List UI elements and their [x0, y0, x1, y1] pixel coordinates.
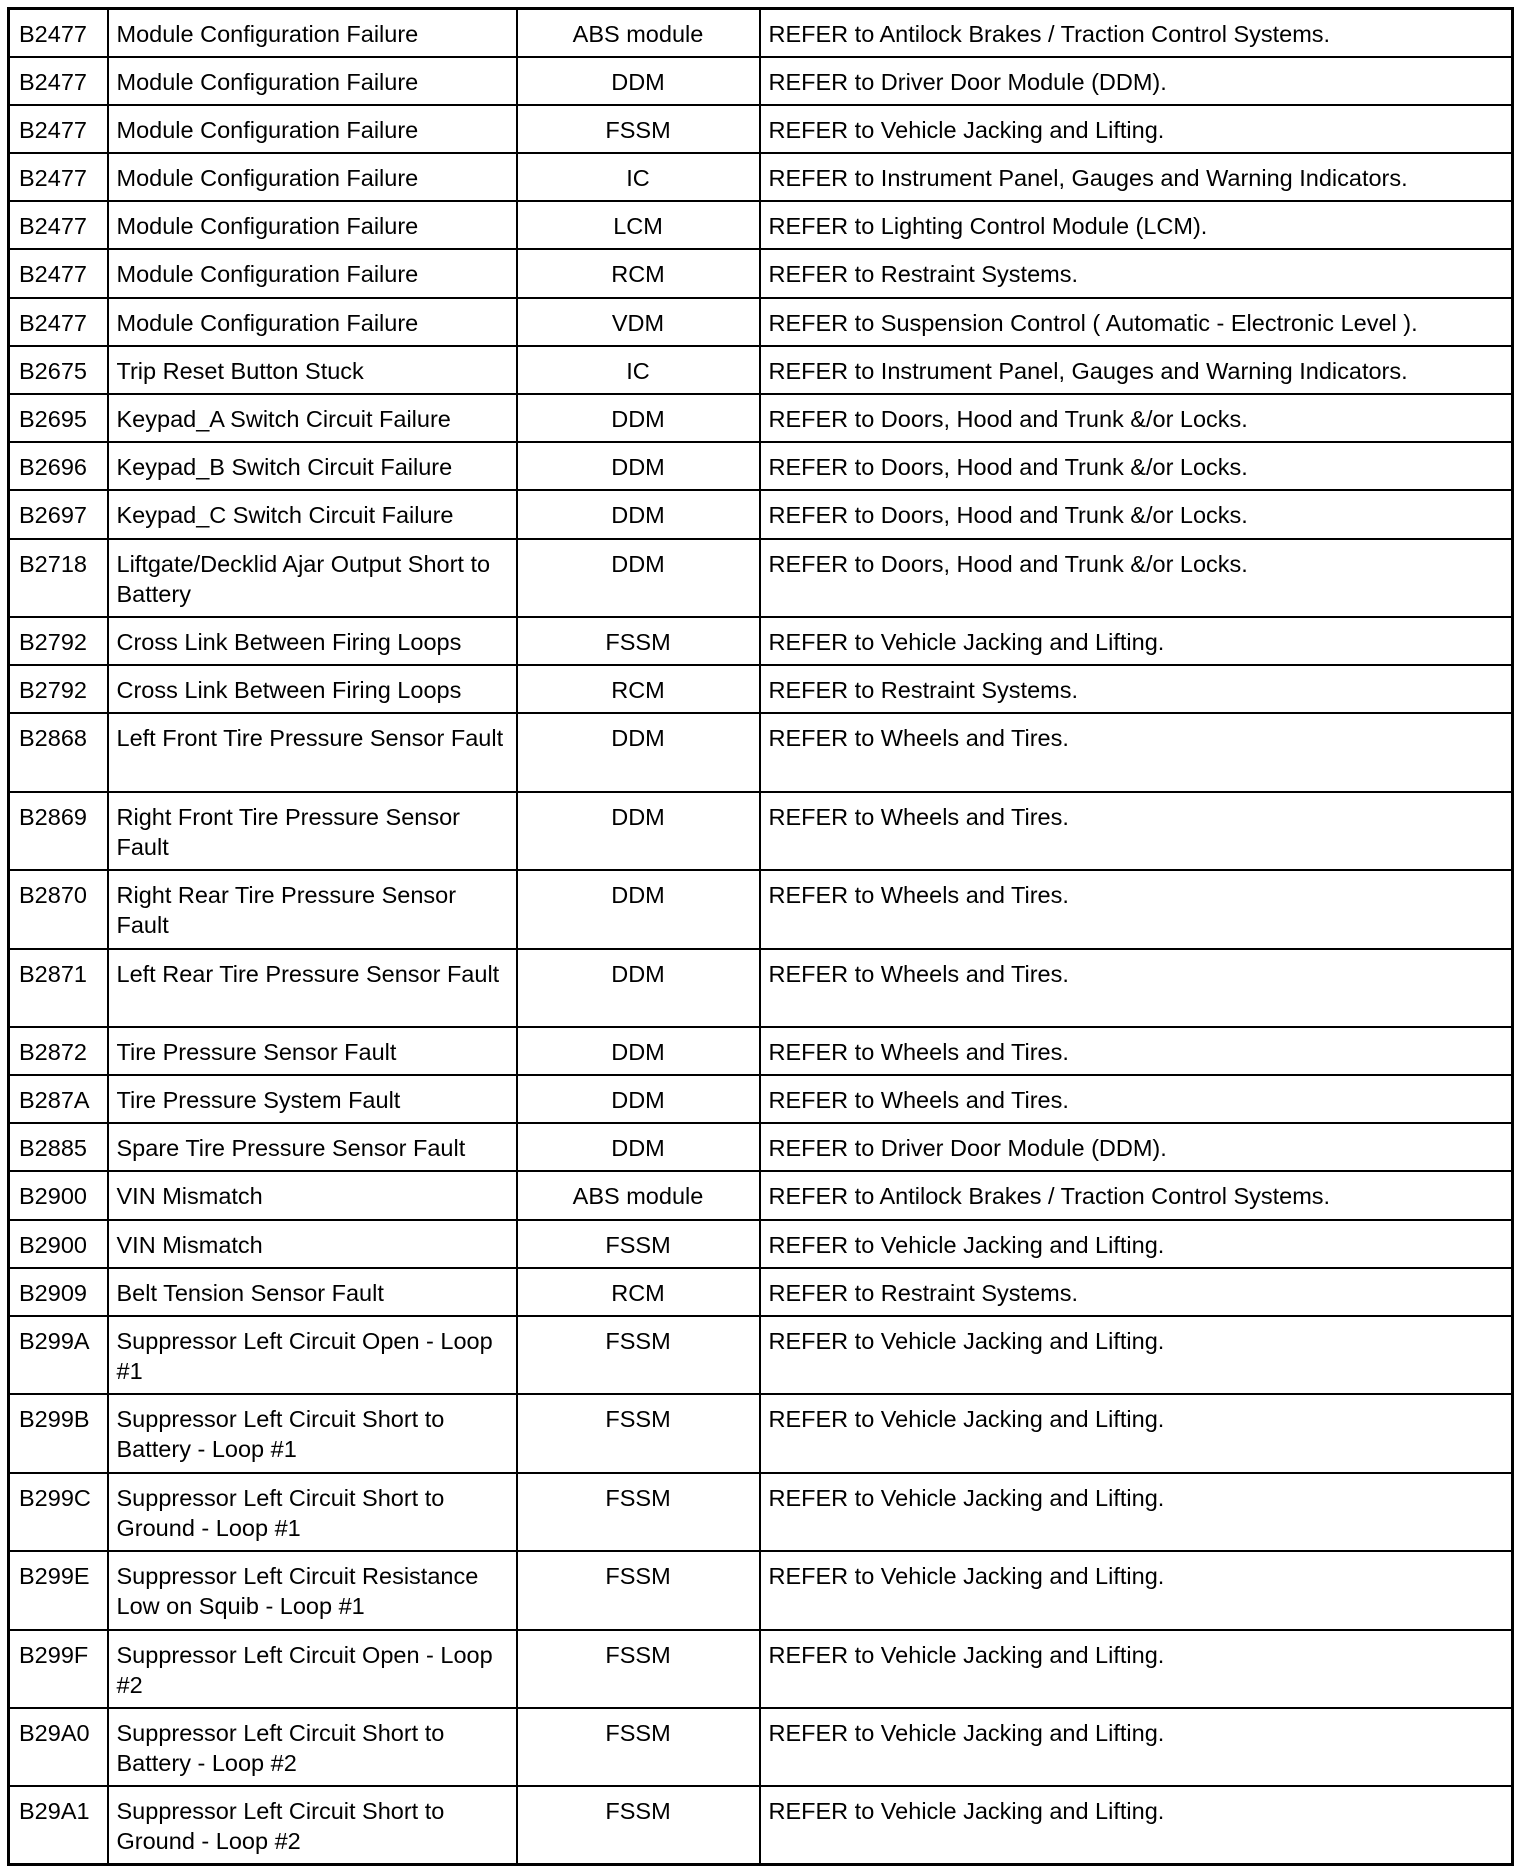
dtc-code: B2792 [9, 617, 108, 665]
dtc-code: B2900 [9, 1220, 108, 1268]
table-row [9, 1075, 1513, 1123]
action-text: REFER to Vehicle Jacking and Lifting. [760, 1708, 1513, 1786]
table-row [9, 1551, 1513, 1629]
dtc-code: B299A [9, 1316, 108, 1394]
module-name: DDM [517, 539, 760, 617]
action-text: REFER to Driver Door Module (DDM). [760, 57, 1513, 105]
action-text: REFER to Driver Door Module (DDM). [760, 1123, 1513, 1171]
dtc-code: B287A [9, 1075, 108, 1123]
module-name: FSSM [517, 1630, 760, 1708]
action-text: REFER to Wheels and Tires. [760, 792, 1513, 870]
table-row [9, 1123, 1513, 1171]
dtc-description: Module Configuration Failure [108, 105, 517, 153]
module-name: VDM [517, 298, 760, 346]
dtc-description: Cross Link Between Firing Loops [108, 617, 517, 665]
module-name: IC [517, 153, 760, 201]
module-name: RCM [517, 249, 760, 297]
action-text: REFER to Restraint Systems. [760, 1268, 1513, 1316]
module-name: FSSM [517, 1551, 760, 1629]
table-row [9, 665, 1513, 713]
table-row [9, 201, 1513, 249]
module-name: IC [517, 346, 760, 394]
dtc-description: Module Configuration Failure [108, 249, 517, 297]
dtc-description: Module Configuration Failure [108, 9, 517, 57]
dtc-code: B2477 [9, 298, 108, 346]
table-row [9, 1268, 1513, 1316]
dtc-description: Suppressor Left Circuit Short to Battery - Loop #2 [108, 1708, 517, 1786]
module-name: DDM [517, 870, 760, 948]
module-name: FSSM [517, 1786, 760, 1864]
action-text: REFER to Restraint Systems. [760, 249, 1513, 297]
action-text: REFER to Doors, Hood and Trunk &/or Locks. [760, 394, 1513, 442]
action-text: REFER to Wheels and Tires. [760, 1027, 1513, 1075]
dtc-description: Suppressor Left Circuit Short to Battery - Loop #1 [108, 1394, 517, 1472]
dtc-code: B299F [9, 1630, 108, 1708]
dtc-description: Keypad_A Switch Circuit Failure [108, 394, 517, 442]
table-row [9, 490, 1513, 538]
action-text: REFER to Vehicle Jacking and Lifting. [760, 1551, 1513, 1629]
action-text: REFER to Wheels and Tires. [760, 1075, 1513, 1123]
dtc-code: B2870 [9, 870, 108, 948]
dtc-table [7, 7, 1514, 1866]
dtc-description: Left Rear Tire Pressure Sensor Fault [108, 949, 517, 1027]
action-text: REFER to Vehicle Jacking and Lifting. [760, 1473, 1513, 1551]
module-name: DDM [517, 442, 760, 490]
module-name: FSSM [517, 1394, 760, 1472]
dtc-code: B2477 [9, 105, 108, 153]
module-name: DDM [517, 792, 760, 870]
dtc-code: B2869 [9, 792, 108, 870]
table-row [9, 1171, 1513, 1219]
module-name: FSSM [517, 105, 760, 153]
module-name: FSSM [517, 617, 760, 665]
dtc-code: B2885 [9, 1123, 108, 1171]
table-row [9, 153, 1513, 201]
module-name: DDM [517, 57, 760, 105]
action-text: REFER to Suspension Control ( Automatic - Electronic Level ). [760, 298, 1513, 346]
dtc-code: B2792 [9, 665, 108, 713]
action-text: REFER to Vehicle Jacking and Lifting. [760, 1220, 1513, 1268]
dtc-description: Tire Pressure System Fault [108, 1075, 517, 1123]
table-row [9, 713, 1513, 791]
table-row [9, 617, 1513, 665]
action-text: REFER to Wheels and Tires. [760, 870, 1513, 948]
action-text: REFER to Vehicle Jacking and Lifting. [760, 617, 1513, 665]
action-text: REFER to Wheels and Tires. [760, 949, 1513, 1027]
dtc-code: B2871 [9, 949, 108, 1027]
action-text: REFER to Vehicle Jacking and Lifting. [760, 1316, 1513, 1394]
action-text: REFER to Restraint Systems. [760, 665, 1513, 713]
dtc-description: Keypad_B Switch Circuit Failure [108, 442, 517, 490]
dtc-description: VIN Mismatch [108, 1220, 517, 1268]
dtc-description: VIN Mismatch [108, 1171, 517, 1219]
table-row [9, 1027, 1513, 1075]
dtc-code: B2477 [9, 153, 108, 201]
dtc-description: Tire Pressure Sensor Fault [108, 1027, 517, 1075]
table-row [9, 346, 1513, 394]
action-text: REFER to Antilock Brakes / Traction Control Systems. [760, 1171, 1513, 1219]
dtc-description: Module Configuration Failure [108, 153, 517, 201]
module-name: DDM [517, 1075, 760, 1123]
table-row [9, 394, 1513, 442]
action-text: REFER to Vehicle Jacking and Lifting. [760, 105, 1513, 153]
module-name: DDM [517, 490, 760, 538]
action-text: REFER to Doors, Hood and Trunk &/or Locks. [760, 442, 1513, 490]
dtc-description: Right Front Tire Pressure Sensor Fault [108, 792, 517, 870]
dtc-description: Suppressor Left Circuit Open - Loop #1 [108, 1316, 517, 1394]
dtc-description: Suppressor Left Circuit Open - Loop #2 [108, 1630, 517, 1708]
dtc-code: B299E [9, 1551, 108, 1629]
dtc-code: B29A0 [9, 1708, 108, 1786]
table-row [9, 1786, 1513, 1864]
table-row [9, 1316, 1513, 1394]
action-text: REFER to Doors, Hood and Trunk &/or Locks. [760, 490, 1513, 538]
module-name: RCM [517, 1268, 760, 1316]
module-name: FSSM [517, 1473, 760, 1551]
dtc-description: Module Configuration Failure [108, 201, 517, 249]
table-row [9, 442, 1513, 490]
table-row [9, 1630, 1513, 1708]
dtc-code: B2675 [9, 346, 108, 394]
table-row [9, 1220, 1513, 1268]
action-text: REFER to Instrument Panel, Gauges and Warning Indicators. [760, 346, 1513, 394]
dtc-code: B2477 [9, 249, 108, 297]
dtc-description: Right Rear Tire Pressure Sensor Fault [108, 870, 517, 948]
table-row [9, 870, 1513, 948]
dtc-description: Left Front Tire Pressure Sensor Fault [108, 713, 517, 791]
dtc-code: B2718 [9, 539, 108, 617]
dtc-description: Suppressor Left Circuit Resistance Low on Squib - Loop #1 [108, 1551, 517, 1629]
dtc-code: B29A1 [9, 1786, 108, 1864]
dtc-description: Module Configuration Failure [108, 57, 517, 105]
dtc-code: B299C [9, 1473, 108, 1551]
dtc-code: B2695 [9, 394, 108, 442]
dtc-description: Cross Link Between Firing Loops [108, 665, 517, 713]
module-name: DDM [517, 394, 760, 442]
module-name: DDM [517, 1027, 760, 1075]
table-row [9, 9, 1513, 57]
table-row [9, 1708, 1513, 1786]
table-row [9, 57, 1513, 105]
dtc-code: B299B [9, 1394, 108, 1472]
dtc-description: Suppressor Left Circuit Short to Ground - Loop #1 [108, 1473, 517, 1551]
module-name: ABS module [517, 9, 760, 57]
action-text: REFER to Vehicle Jacking and Lifting. [760, 1630, 1513, 1708]
dtc-description: Belt Tension Sensor Fault [108, 1268, 517, 1316]
action-text: REFER to Doors, Hood and Trunk &/or Locks. [760, 539, 1513, 617]
dtc-code: B2477 [9, 9, 108, 57]
module-name: ABS module [517, 1171, 760, 1219]
dtc-table-body [9, 9, 1513, 1865]
module-name: FSSM [517, 1220, 760, 1268]
dtc-description: Keypad_C Switch Circuit Failure [108, 490, 517, 538]
dtc-description: Spare Tire Pressure Sensor Fault [108, 1123, 517, 1171]
dtc-code: B2909 [9, 1268, 108, 1316]
action-text: REFER to Antilock Brakes / Traction Control Systems. [760, 9, 1513, 57]
module-name: FSSM [517, 1316, 760, 1394]
module-name: DDM [517, 1123, 760, 1171]
dtc-code: B2900 [9, 1171, 108, 1219]
action-text: REFER to Instrument Panel, Gauges and Warning Indicators. [760, 153, 1513, 201]
table-row [9, 539, 1513, 617]
dtc-description: Trip Reset Button Stuck [108, 346, 517, 394]
dtc-code: B2696 [9, 442, 108, 490]
module-name: DDM [517, 949, 760, 1027]
table-row [9, 1473, 1513, 1551]
dtc-code: B2868 [9, 713, 108, 791]
module-name: FSSM [517, 1708, 760, 1786]
action-text: REFER to Lighting Control Module (LCM). [760, 201, 1513, 249]
table-row [9, 105, 1513, 153]
module-name: LCM [517, 201, 760, 249]
module-name: RCM [517, 665, 760, 713]
dtc-description: Suppressor Left Circuit Short to Ground - Loop #2 [108, 1786, 517, 1864]
action-text: REFER to Vehicle Jacking and Lifting. [760, 1394, 1513, 1472]
dtc-code: B2477 [9, 57, 108, 105]
module-name: DDM [517, 713, 760, 791]
dtc-code: B2697 [9, 490, 108, 538]
table-row [9, 949, 1513, 1027]
action-text: REFER to Vehicle Jacking and Lifting. [760, 1786, 1513, 1864]
dtc-code: B2477 [9, 201, 108, 249]
dtc-code: B2872 [9, 1027, 108, 1075]
dtc-description: Module Configuration Failure [108, 298, 517, 346]
table-row [9, 792, 1513, 870]
dtc-description: Liftgate/Decklid Ajar Output Short to Battery [108, 539, 517, 617]
table-row [9, 1394, 1513, 1472]
table-row [9, 298, 1513, 346]
action-text: REFER to Wheels and Tires. [760, 713, 1513, 791]
table-row [9, 249, 1513, 297]
